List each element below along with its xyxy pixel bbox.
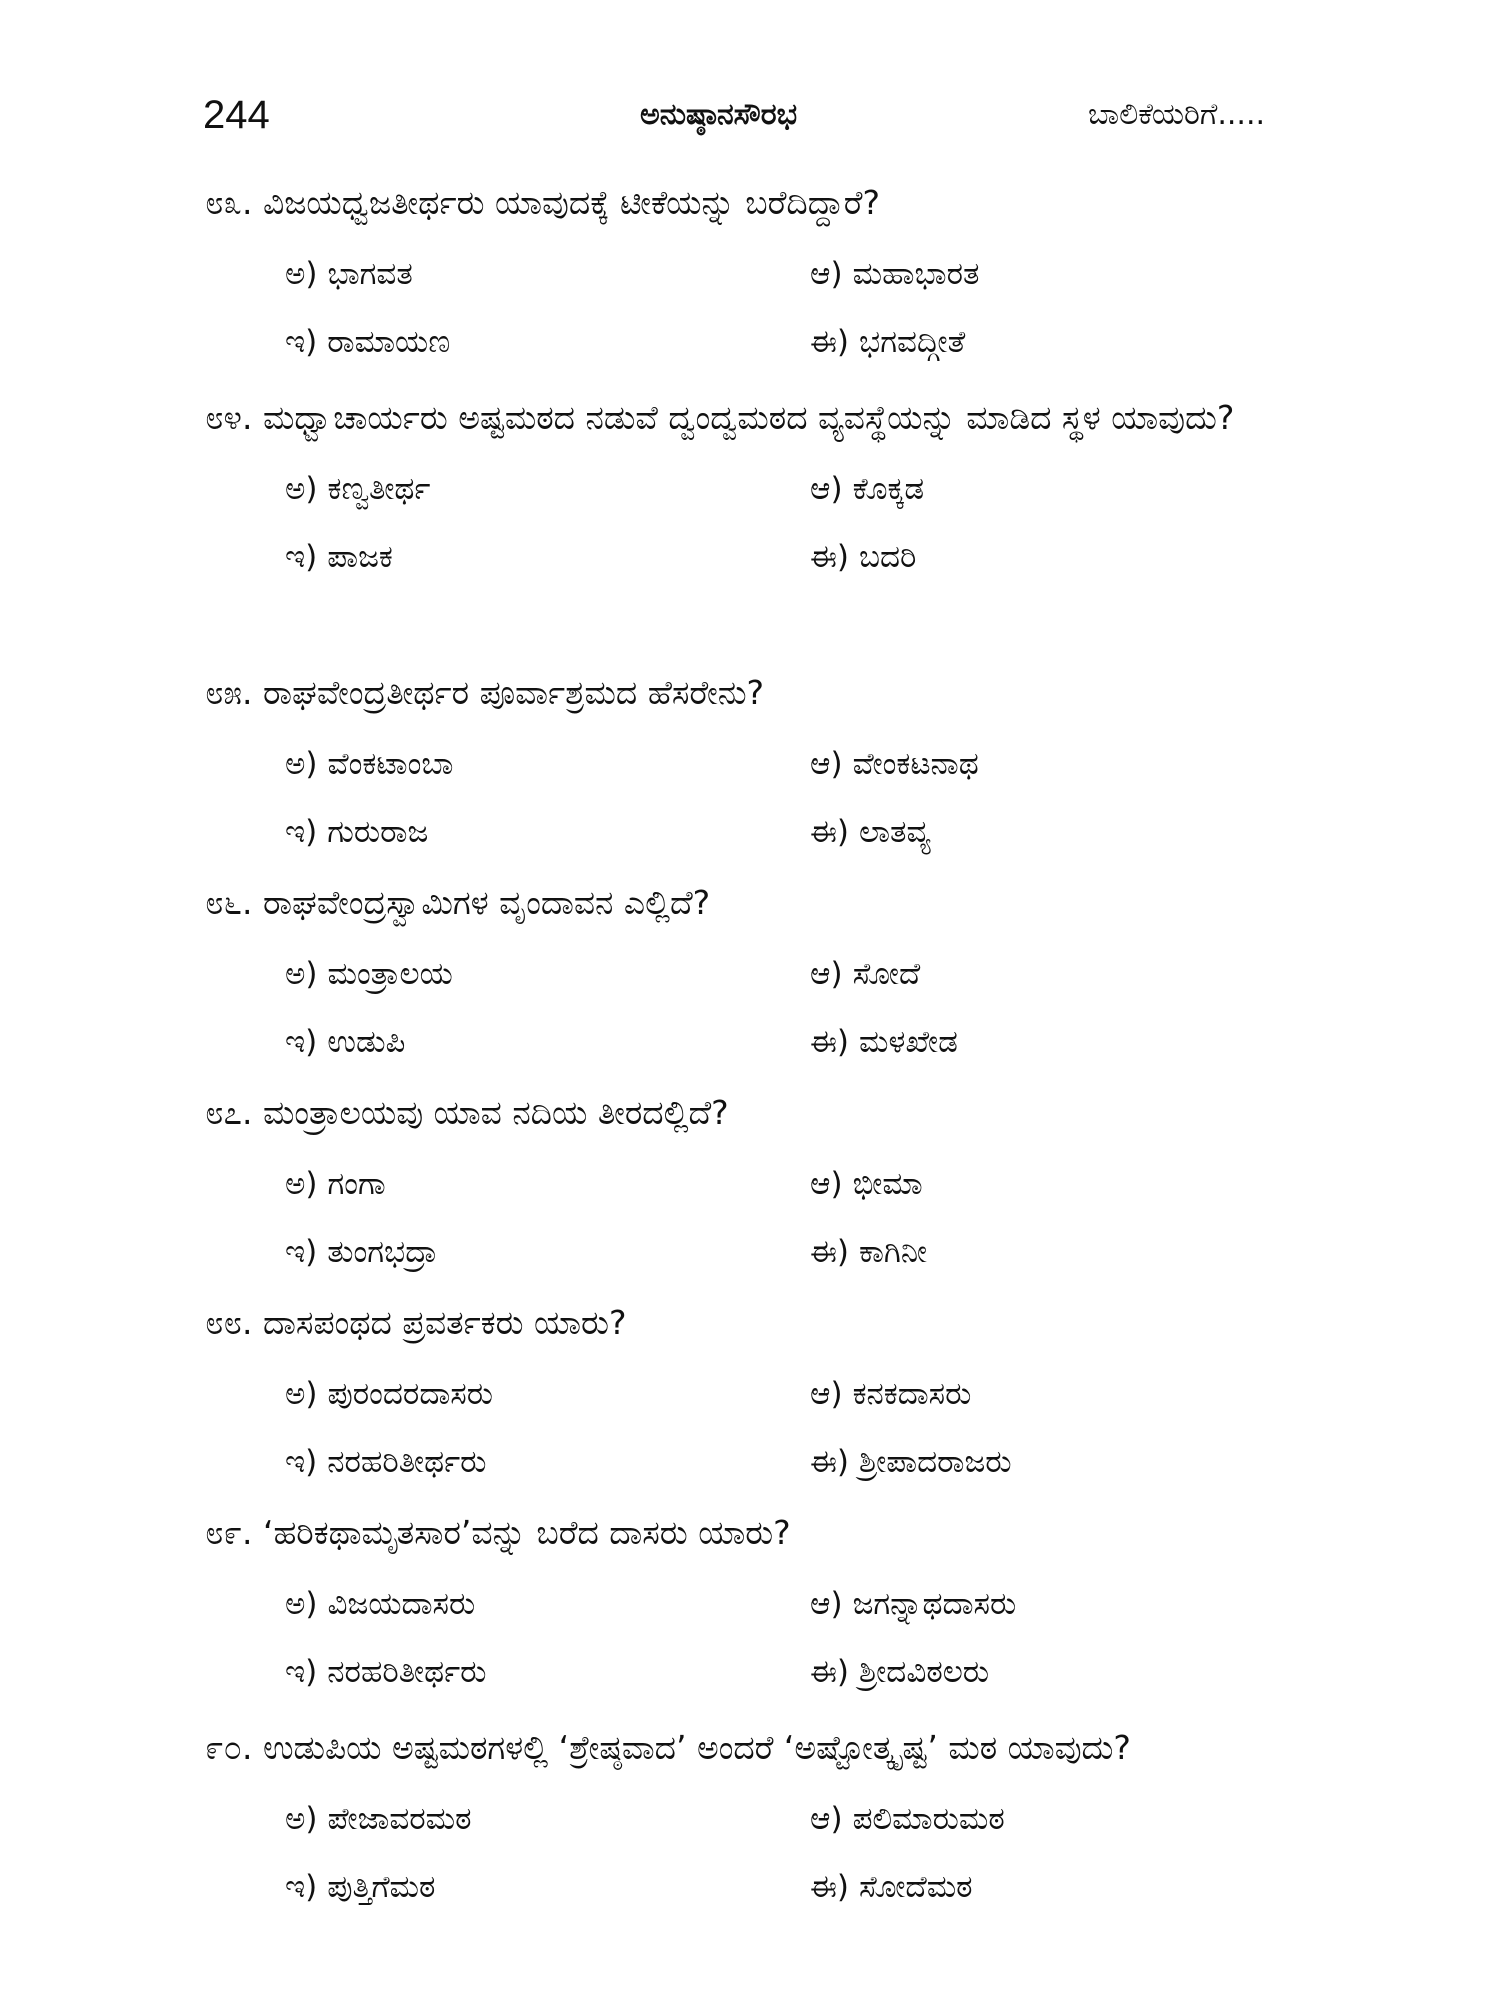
question-text: ರಾಘವೇಂದ್ರಸ್ವಾಮಿಗಳ ವೃಂದಾವನ ಎಲ್ಲಿದೆ? bbox=[262, 883, 711, 922]
option-marker: ಆ) bbox=[810, 746, 843, 782]
option-marker: ಅ) bbox=[285, 1801, 318, 1837]
option-d bbox=[810, 1638, 1335, 1706]
option-text: ಪುತ್ತಿಗೆಮಠ bbox=[327, 1869, 436, 1905]
question-item bbox=[0, 1290, 1500, 1496]
option-text: ಕಣ್ವತೀರ್ಥ bbox=[327, 471, 431, 507]
option-text: ಉಡುಪಿ bbox=[327, 1024, 406, 1060]
option-b bbox=[810, 940, 1335, 1008]
option-d bbox=[810, 1853, 1335, 1921]
question-item bbox=[0, 1500, 1500, 1706]
option-b bbox=[810, 240, 1335, 308]
question-text: ರಾಘವೇಂದ್ರತೀರ್ಥರ ಪೂರ್ವಾಶ್ರಮದ ಹೆಸರೇನು? bbox=[262, 673, 765, 712]
option-marker: ಈ) bbox=[810, 1654, 850, 1690]
option-text: ವೆಂಕಟಾಂಬಾ bbox=[327, 746, 454, 782]
option-text: ಪಲಿಮಾರುಮಠ bbox=[852, 1801, 1005, 1837]
question-number: ೮೩. bbox=[205, 183, 253, 222]
option-text: ಸೋದೆಮಠ bbox=[859, 1869, 973, 1905]
option-text: ಭೀಮಾ bbox=[852, 1166, 923, 1202]
option-marker: ಆ) bbox=[810, 1166, 843, 1202]
option-text: ಗಂಗಾ bbox=[327, 1166, 386, 1202]
option-text: ಮಹಾಭಾರತ bbox=[852, 256, 980, 292]
option-marker: ಇ) bbox=[285, 1444, 318, 1480]
option-text: ಗುರುರಾಜ bbox=[327, 814, 429, 850]
option-marker: ಇ) bbox=[285, 814, 318, 850]
question-number: ೮೪. bbox=[205, 398, 253, 437]
option-marker: ಆ) bbox=[810, 956, 843, 992]
option-marker: ಈ) bbox=[810, 1234, 850, 1270]
option-marker: ಇ) bbox=[285, 324, 318, 360]
option-text: ಪಾಜಕ bbox=[327, 539, 393, 575]
option-marker: ಅ) bbox=[285, 1586, 318, 1622]
answer-options bbox=[285, 240, 1335, 376]
question-item bbox=[0, 660, 1500, 866]
option-marker: ಅ) bbox=[285, 746, 318, 782]
option-marker: ಅ) bbox=[285, 256, 318, 292]
option-d bbox=[810, 308, 1335, 376]
option-marker: ಈ) bbox=[810, 1444, 850, 1480]
option-d bbox=[810, 798, 1335, 866]
option-text: ಪೇಜಾವರಮಠ bbox=[327, 1801, 472, 1837]
option-a bbox=[285, 1150, 810, 1218]
question-text-line bbox=[205, 660, 1335, 726]
option-marker: ಇ) bbox=[285, 1024, 318, 1060]
option-a bbox=[285, 1360, 810, 1428]
option-marker: ಆ) bbox=[810, 471, 843, 507]
option-text: ಶ್ರೀಪಾದರಾಜರು bbox=[859, 1444, 1012, 1480]
option-b bbox=[810, 1150, 1335, 1218]
option-text: ಭಾಗವತ bbox=[327, 256, 413, 292]
question-text: ವಿಜಯಧ್ವಜತೀರ್ಥರು ಯಾವುದಕ್ಕೆ ಟೀಕೆಯನ್ನು ಬರೆದಿದ್ದಾರೆ? bbox=[262, 183, 880, 222]
question-text: ಮಂತ್ರಾಲಯವು ಯಾವ ನದಿಯ ತೀರದಲ್ಲಿದೆ? bbox=[262, 1093, 729, 1132]
option-text: ಜಗನ್ನಾಥದಾಸರು bbox=[852, 1586, 1017, 1622]
option-b bbox=[810, 1570, 1335, 1638]
option-c bbox=[285, 1853, 810, 1921]
question-number: ೮೫. bbox=[205, 673, 253, 712]
option-c bbox=[285, 798, 810, 866]
question-text: ‘ಹರಿಕಥಾಮೃತಸಾರ’ವನ್ನು ಬರೆದ ದಾಸರು ಯಾರು? bbox=[262, 1513, 791, 1552]
option-c bbox=[285, 523, 810, 591]
question-text-line bbox=[205, 1500, 1335, 1566]
option-a bbox=[285, 940, 810, 1008]
question-item bbox=[0, 1080, 1500, 1286]
book-title: ಅನುಷ್ಠಾನಸೌರಭ bbox=[640, 97, 798, 132]
option-marker: ಆ) bbox=[810, 1376, 843, 1412]
question-number: ೮೬. bbox=[205, 883, 253, 922]
option-d bbox=[810, 1428, 1335, 1496]
answer-options bbox=[285, 1570, 1335, 1706]
option-text: ಮಳಖೇಡ bbox=[859, 1024, 958, 1060]
option-a bbox=[285, 1570, 810, 1638]
question-text-line bbox=[205, 170, 1335, 236]
question-text: ಮಧ್ವಾಚಾರ್ಯರು ಅಷ್ಟಮಠದ ನಡುವೆ ದ್ವಂದ್ವಮಠದ ವ್ಯವಸ್ಥೆಯನ್ನು ಮಾಡಿದ ಸ್ಥಳ ಯಾವುದು? bbox=[262, 398, 1235, 437]
option-text: ಬದರಿ bbox=[859, 539, 917, 575]
answer-options bbox=[285, 730, 1335, 866]
question-number: ೮೯. bbox=[205, 1513, 253, 1552]
option-text: ತುಂಗಭದ್ರಾ bbox=[327, 1234, 438, 1270]
option-text: ಪುರಂದರದಾಸರು bbox=[327, 1376, 494, 1412]
option-text: ಮಂತ್ರಾಲಯ bbox=[327, 956, 453, 992]
option-d bbox=[810, 1008, 1335, 1076]
answer-options bbox=[285, 1150, 1335, 1286]
option-marker: ಆ) bbox=[810, 1801, 843, 1837]
option-marker: ಈ) bbox=[810, 1869, 850, 1905]
option-text: ನರಹರಿತೀರ್ಥರು bbox=[327, 1444, 487, 1480]
option-marker: ಇ) bbox=[285, 1869, 318, 1905]
option-c bbox=[285, 1008, 810, 1076]
option-a bbox=[285, 455, 810, 523]
question-item bbox=[0, 170, 1500, 376]
option-c bbox=[285, 1218, 810, 1286]
option-b bbox=[810, 1360, 1335, 1428]
question-text-line bbox=[205, 870, 1335, 936]
option-marker: ಈ) bbox=[810, 539, 850, 575]
option-a bbox=[285, 240, 810, 308]
option-marker: ಆ) bbox=[810, 256, 843, 292]
option-a bbox=[285, 730, 810, 798]
option-text: ಕಾಗಿನೀ bbox=[859, 1234, 928, 1270]
option-c bbox=[285, 1428, 810, 1496]
option-marker: ಇ) bbox=[285, 1234, 318, 1270]
option-marker: ಅ) bbox=[285, 471, 318, 507]
option-b bbox=[810, 1785, 1335, 1853]
option-text: ಲಾತವ್ಯ bbox=[859, 814, 931, 850]
option-text: ಕನಕದಾಸರು bbox=[852, 1376, 972, 1412]
option-text: ಭಗವದ್ಗೀತೆ bbox=[859, 324, 966, 360]
option-marker: ಅ) bbox=[285, 1166, 318, 1202]
answer-options bbox=[285, 1360, 1335, 1496]
question-number: ೯೦. bbox=[205, 1728, 253, 1767]
option-marker: ಇ) bbox=[285, 1654, 318, 1690]
answer-options bbox=[285, 455, 1335, 591]
option-a bbox=[285, 1785, 810, 1853]
option-marker: ಆ) bbox=[810, 1586, 843, 1622]
question-text: ದಾಸಪಂಥದ ಪ್ರವರ್ತಕರು ಯಾರು? bbox=[262, 1303, 627, 1342]
option-d bbox=[810, 523, 1335, 591]
option-text: ರಾಮಾಯಣ bbox=[327, 324, 451, 360]
option-marker: ಈ) bbox=[810, 324, 850, 360]
answer-options bbox=[285, 940, 1335, 1076]
question-text-line bbox=[205, 385, 1335, 451]
option-marker: ಅ) bbox=[285, 956, 318, 992]
option-text: ಶ್ರೀದವಿಠಲರು bbox=[859, 1654, 990, 1690]
option-c bbox=[285, 1638, 810, 1706]
option-b bbox=[810, 455, 1335, 523]
question-item bbox=[0, 870, 1500, 1076]
section-title: ಬಾಲಿಕೆಯರಿಗೆ..... bbox=[1088, 97, 1266, 132]
option-c bbox=[285, 308, 810, 376]
option-b bbox=[810, 730, 1335, 798]
question-text-line bbox=[205, 1080, 1335, 1146]
option-marker: ಇ) bbox=[285, 539, 318, 575]
question-item bbox=[0, 1715, 1500, 1921]
option-marker: ಈ) bbox=[810, 814, 850, 850]
question-text: ಉಡುಪಿಯ ಅಷ್ಟಮಠಗಳಲ್ಲಿ ‘ಶ್ರೇಷ್ಠವಾದ’ ಅಂದರೆ ‘ಅಷ್ಟೋತ್ಕೃಷ್ಟ’ ಮಠ ಯಾವುದು? bbox=[262, 1728, 1131, 1767]
option-text: ವೇಂಕಟನಾಥ bbox=[852, 746, 979, 782]
option-marker: ಈ) bbox=[810, 1024, 850, 1060]
option-marker: ಅ) bbox=[285, 1376, 318, 1412]
option-text: ವಿಜಯದಾಸರು bbox=[327, 1586, 476, 1622]
question-number: ೮೮. bbox=[205, 1303, 253, 1342]
question-text-line bbox=[205, 1290, 1335, 1356]
answer-options bbox=[285, 1785, 1335, 1921]
question-item bbox=[0, 385, 1500, 591]
option-text: ನರಹರಿತೀರ್ಥರು bbox=[327, 1654, 487, 1690]
page-number: 244 bbox=[203, 93, 270, 137]
question-number: ೮೭. bbox=[205, 1093, 253, 1132]
option-text: ಕೊಕ್ಕಡ bbox=[852, 471, 925, 507]
option-d bbox=[810, 1218, 1335, 1286]
question-text-line bbox=[205, 1715, 1335, 1781]
option-text: ಸೋದೆ bbox=[852, 956, 921, 992]
